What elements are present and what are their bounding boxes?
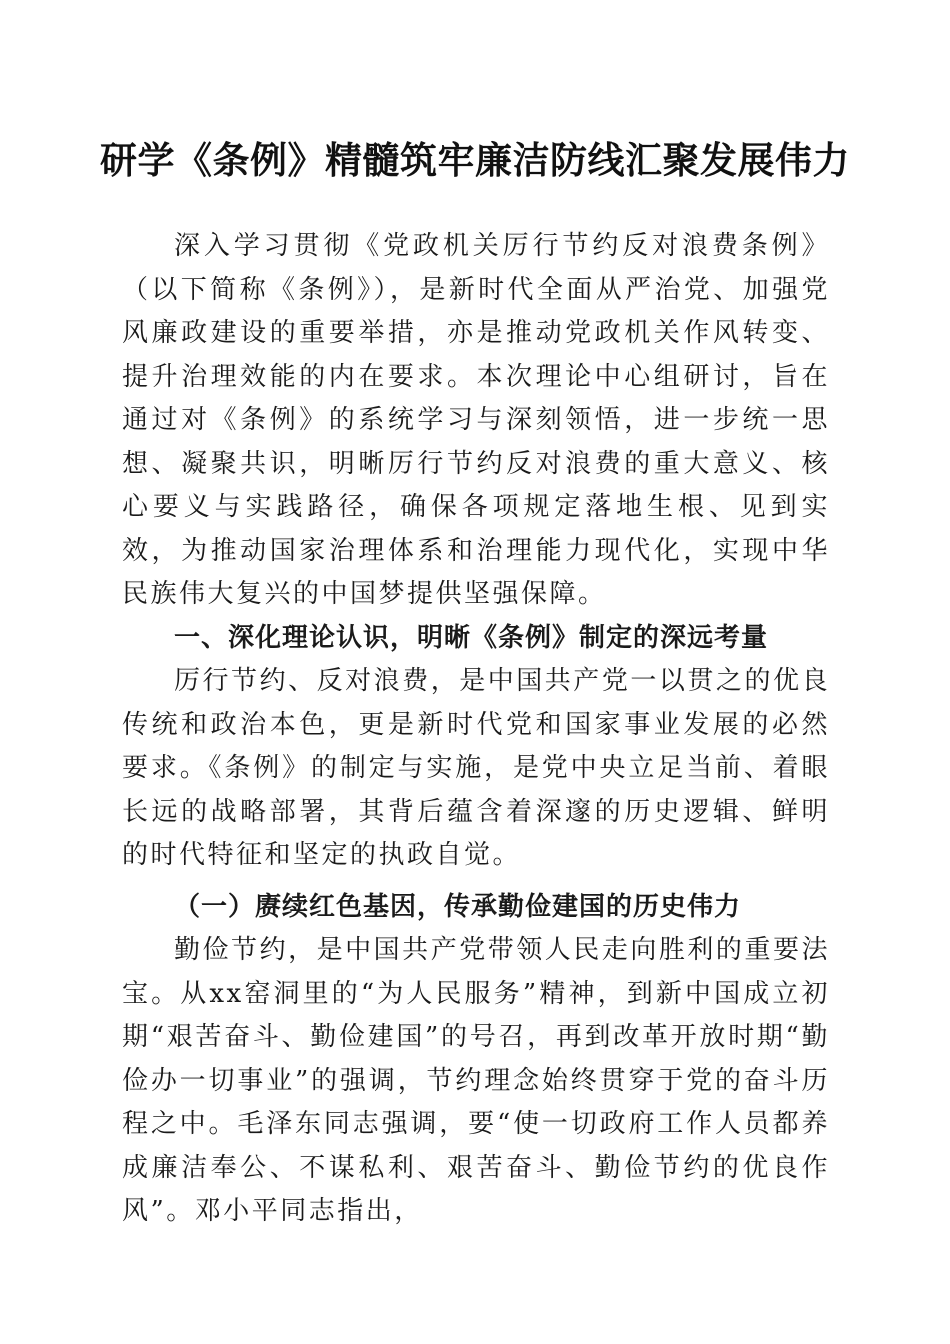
- intro-paragraph: 深入学习贯彻《党政机关厉行节约反对浪费条例》（以下简称《条例》），是新时代全面从严治党、加强党风廉政建设的重要举措，亦是推动党政机关作风转变、提升治理效能的内在要求。本次理论中心组研讨，旨在通过对《条例》的系统学习与深刻领悟，进一步统一思想、凝聚共识，明晰厉行节约反对浪费的重大意义、核心要义与实践路径，确保各项规定落地生根、见到实效，为推动国家治理体系和治理能力现代化，实现中华民族伟大复兴的中国梦提供坚强保障。: [122, 231, 830, 609]
- subsection-heading: （一）赓续红色基因，传承勤俭建国的历史伟力: [174, 891, 742, 922]
- section-heading: 一、深化理论认识，明晰《条例》制定的深远考量: [174, 622, 769, 653]
- document-body: [122, 225, 830, 1234]
- document-title: 研学《条例》精髓筑牢廉洁防线汇聚发展伟力: [100, 138, 850, 182]
- subsection-paragraph: 勤俭节约，是中国共产党带领人民走向胜利的重要法宝。从xx窑洞里的“为人民服务”精神，到新中国成立初期“艰苦奋斗、勤俭建国”的号召，再到改革开放时期“勤俭办一切事业”的强调，节约理念始终贯穿于党的奋斗历程之中。毛泽东同志强调，要“使一切政府工作人员都养成廉洁奉公、不谋私利、艰苦奋斗、勤俭节约的优良作风”。邓小平同志指出，: [122, 935, 830, 1226]
- section-paragraph: 厉行节约、反对浪费，是中国共产党一以贯之的优良传统和政治本色，更是新时代党和国家事业发展的必然要求。《条例》的制定与实施，是党中央立足当前、着眼长远的战略部署，其背后蕴含着深邃的历史逻辑、鲜明的时代特征和坚定的执政自觉。: [122, 666, 830, 870]
